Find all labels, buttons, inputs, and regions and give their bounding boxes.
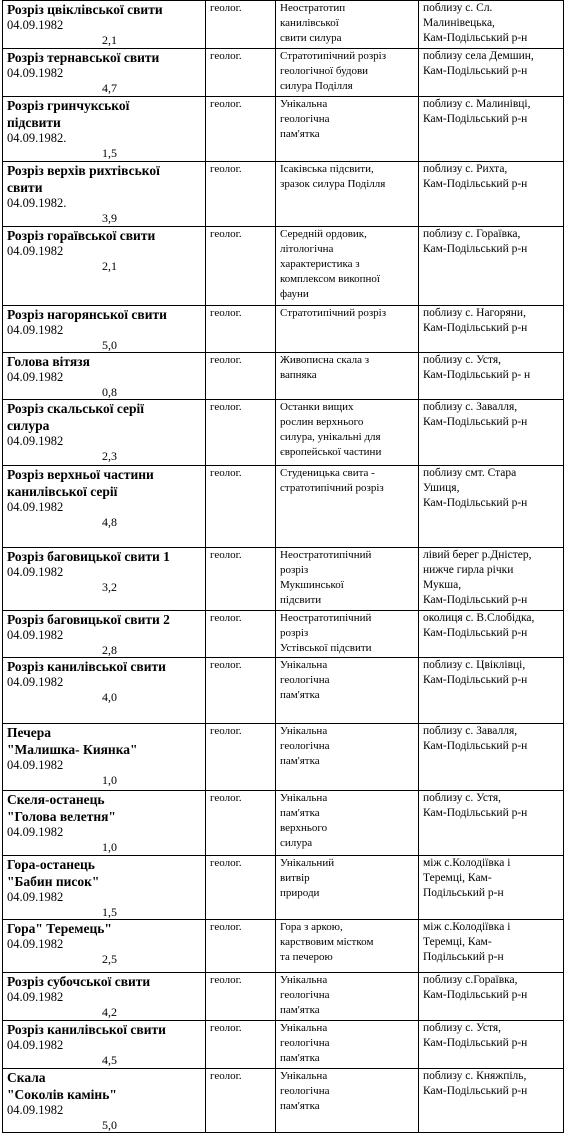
designation-date: 04.09.1982 bbox=[7, 370, 64, 384]
monument-name: Печера "Малишка- Киянка" bbox=[7, 725, 138, 757]
category-cell: геолог. bbox=[206, 49, 276, 97]
table-row bbox=[3, 162, 564, 227]
description-cell: Унікальна геологічна пам'ятка bbox=[276, 724, 419, 791]
category-cell: геолог. bbox=[206, 548, 276, 611]
area-value: 5,0 bbox=[102, 338, 117, 352]
description-cell: Останки вищих рослин верхнього силура, унікальні для європейської частини bbox=[276, 400, 419, 466]
location-cell: лівий берег р.Дністер, нижче гирла річки Мукша, Кам-Подільський р-н bbox=[419, 548, 564, 611]
monument-name: Гора-останець "Бабин писок" bbox=[7, 857, 100, 889]
table-row bbox=[3, 920, 564, 973]
monument-cell bbox=[3, 1, 206, 49]
monument-name: Розріз канилівської свити bbox=[7, 1022, 166, 1037]
description-cell: Унікальна пам'ятка верхнього силура bbox=[276, 791, 419, 856]
location-cell: між с.Колодіївка і Теремці, Кам- Подільський р-н bbox=[419, 920, 564, 973]
category-cell: геолог. bbox=[206, 1069, 276, 1133]
location-cell: поблизу с. Устя, Кам-Подільський р-н bbox=[419, 791, 564, 856]
category-cell: геолог. bbox=[206, 1021, 276, 1069]
category-cell: геолог. bbox=[206, 791, 276, 856]
area-value: 2,1 bbox=[102, 259, 117, 273]
location-cell: поблизу смт. Стара Ушиця, Кам-Подільський р-н bbox=[419, 466, 564, 548]
area-value: 0,8 bbox=[102, 385, 117, 399]
location-cell: поблизу с. Малинівці, Кам-Подільський р-н bbox=[419, 97, 564, 162]
area-value: 4,5 bbox=[102, 1053, 117, 1067]
location-cell: поблизу с. Сл. Малинівецька, Кам-Подільський р-н bbox=[419, 1, 564, 49]
category-cell: геолог. bbox=[206, 227, 276, 306]
table-row bbox=[3, 97, 564, 162]
location-cell: поблизу с. Цвіклівці, Кам-Подільський р-н bbox=[419, 658, 564, 724]
monument-cell bbox=[3, 920, 206, 973]
description-cell: Унікальна геологічна пам'ятка bbox=[276, 658, 419, 724]
table-row bbox=[3, 548, 564, 611]
monument-cell bbox=[3, 353, 206, 400]
designation-date: 04.09.1982 bbox=[7, 500, 64, 514]
location-cell: поблизу с. Нагоряни, Кам-Подільський р-н bbox=[419, 306, 564, 353]
description-cell: Неостратотипічний розріз Мукшинської підсвити bbox=[276, 548, 419, 611]
designation-date: 04.09.1982 bbox=[7, 937, 64, 951]
category-cell: геолог. bbox=[206, 973, 276, 1021]
designation-date: 04.09.1982 bbox=[7, 675, 64, 689]
monument-name: Розріз баговицької свити 2 bbox=[7, 612, 170, 627]
location-cell: поблизу с. Завалля, Кам-Подільський р-н bbox=[419, 724, 564, 791]
monument-cell bbox=[3, 49, 206, 97]
area-value: 1,0 bbox=[102, 840, 117, 854]
designation-date: 04.09.1982 bbox=[7, 628, 64, 642]
area-value: 3,2 bbox=[102, 580, 117, 594]
designation-date: 04.09.1982 bbox=[7, 890, 64, 904]
designation-date: 04.09.1982 bbox=[7, 434, 64, 448]
description-cell: Гора з аркою, карствовим містком та печерою bbox=[276, 920, 419, 973]
monument-name: Розріз нагорянської свити bbox=[7, 307, 167, 322]
table-row bbox=[3, 611, 564, 658]
designation-date: 04.09.1982 bbox=[7, 244, 64, 258]
location-cell: поблизу с. Устя, Кам-Подільський р-н bbox=[419, 1021, 564, 1069]
monument-cell bbox=[3, 306, 206, 353]
table-row bbox=[3, 466, 564, 548]
table-row bbox=[3, 973, 564, 1021]
description-cell: Унікальна геологічна пам'ятка bbox=[276, 1069, 419, 1133]
table-row bbox=[3, 49, 564, 97]
monument-name: Розріз баговицької свити 1 bbox=[7, 549, 170, 564]
designation-date: 04.09.1982 bbox=[7, 323, 64, 337]
table-row bbox=[3, 227, 564, 306]
monument-cell bbox=[3, 1069, 206, 1133]
monument-cell bbox=[3, 791, 206, 856]
description-cell: Студеницька свита - стратотипічний розріз bbox=[276, 466, 419, 548]
designation-date: 04.09.1982 bbox=[7, 66, 64, 80]
category-cell: геолог. bbox=[206, 466, 276, 548]
monument-cell bbox=[3, 400, 206, 466]
monument-name: Розріз цвіклівської свити bbox=[7, 2, 163, 17]
designation-date: 04.09.1982 bbox=[7, 18, 64, 32]
category-cell: геолог. bbox=[206, 920, 276, 973]
location-cell: поблизу села Демшин, Кам-Подільський р-н bbox=[419, 49, 564, 97]
designation-date: 04.09.1982 bbox=[7, 1103, 64, 1117]
monument-name: Розріз верхів рихтівської свити bbox=[7, 163, 160, 195]
category-cell: геолог. bbox=[206, 658, 276, 724]
monument-name: Розріз гораївської свити bbox=[7, 228, 156, 243]
table-row bbox=[3, 1, 564, 49]
area-value: 1,5 bbox=[102, 146, 117, 160]
designation-date: 04.09.1982 bbox=[7, 990, 64, 1004]
location-cell: поблизу с. Устя, Кам-Подільський р- н bbox=[419, 353, 564, 400]
area-value: 2,8 bbox=[102, 643, 117, 657]
monument-name: Розріз скальської серії силура bbox=[7, 401, 145, 433]
designation-date: 04.09.1982. bbox=[7, 196, 67, 210]
monument-name: Розріз канилівської свити bbox=[7, 659, 166, 674]
table-row bbox=[3, 856, 564, 920]
category-cell: геолог. bbox=[206, 724, 276, 791]
monument-cell bbox=[3, 162, 206, 227]
monument-cell bbox=[3, 973, 206, 1021]
area-value: 5,0 bbox=[102, 1118, 117, 1132]
description-cell: Стратотипічний розріз геологічної будови силура Поділля bbox=[276, 49, 419, 97]
area-value: 1,0 bbox=[102, 773, 117, 787]
monument-name: Скала "Соколів камінь" bbox=[7, 1070, 117, 1102]
monument-name: Гора" Теремець" bbox=[7, 921, 112, 936]
monument-cell bbox=[3, 227, 206, 306]
designation-date: 04.09.1982 bbox=[7, 565, 64, 579]
description-cell: Унікальна геологічна пам'ятка bbox=[276, 1021, 419, 1069]
category-cell: геолог. bbox=[206, 856, 276, 920]
category-cell: геолог. bbox=[206, 400, 276, 466]
location-cell: поблизу с. Рихта, Кам-Подільський р-н bbox=[419, 162, 564, 227]
table-row bbox=[3, 724, 564, 791]
monument-name: Розріз верхньої частини канилівської серії bbox=[7, 467, 154, 499]
area-value: 2,5 bbox=[102, 952, 117, 966]
description-cell: Неостратотип канилівської свити силура bbox=[276, 1, 419, 49]
category-cell: геолог. bbox=[206, 1, 276, 49]
description-cell: Унікальна геологічна пам'ятка bbox=[276, 973, 419, 1021]
location-cell: поблизу с.Гораївка, Кам-Подільський р-н bbox=[419, 973, 564, 1021]
table-row bbox=[3, 353, 564, 400]
monument-cell bbox=[3, 466, 206, 548]
description-cell: Стратотипічний розріз bbox=[276, 306, 419, 353]
table-body bbox=[3, 1, 564, 1133]
category-cell: геолог. bbox=[206, 611, 276, 658]
location-cell: поблизу с. Завалля, Кам-Подільський р-н bbox=[419, 400, 564, 466]
table-row bbox=[3, 400, 564, 466]
category-cell: геолог. bbox=[206, 353, 276, 400]
monument-name: Розріз тернавської свити bbox=[7, 50, 160, 65]
description-cell: Неостратотипічний розріз Устівської підсвити bbox=[276, 611, 419, 658]
area-value: 4,8 bbox=[102, 515, 117, 529]
designation-date: 04.09.1982 bbox=[7, 1038, 64, 1052]
category-cell: геолог. bbox=[206, 162, 276, 227]
area-value: 4,2 bbox=[102, 1005, 117, 1019]
designation-date: 04.09.1982 bbox=[7, 758, 64, 772]
table-row bbox=[3, 1069, 564, 1133]
location-cell: поблизу с. Княжпіль, Кам-Подільський р-н bbox=[419, 1069, 564, 1133]
location-cell: поблизу с. Гораївка, Кам-Подільський р-н bbox=[419, 227, 564, 306]
area-value: 4,7 bbox=[102, 81, 117, 95]
designation-date: 04.09.1982. bbox=[7, 131, 67, 145]
area-value: 4,0 bbox=[102, 690, 117, 704]
description-cell: Унікальний витвір природи bbox=[276, 856, 419, 920]
monument-cell bbox=[3, 548, 206, 611]
monument-cell bbox=[3, 611, 206, 658]
table-row bbox=[3, 658, 564, 724]
monument-cell bbox=[3, 856, 206, 920]
table-row bbox=[3, 1021, 564, 1069]
location-cell: околиця с. В.Слобідка, Кам-Подільський р-н bbox=[419, 611, 564, 658]
table-row bbox=[3, 791, 564, 856]
monument-cell bbox=[3, 724, 206, 791]
monument-cell bbox=[3, 97, 206, 162]
area-value: 1,5 bbox=[102, 905, 117, 919]
category-cell: геолог. bbox=[206, 306, 276, 353]
description-cell: Живописна скала з вапняка bbox=[276, 353, 419, 400]
monument-cell bbox=[3, 1021, 206, 1069]
description-cell: Середній ордовик, літологічна характеристика з комплексом викопної фауни bbox=[276, 227, 419, 306]
monuments-table bbox=[2, 0, 564, 1133]
area-value: 2,3 bbox=[102, 449, 117, 463]
area-value: 3,9 bbox=[102, 211, 117, 225]
location-cell: між с.Колодіївка і Теремці, Кам- Подільський р-н bbox=[419, 856, 564, 920]
designation-date: 04.09.1982 bbox=[7, 825, 64, 839]
monument-name: Голова вітязя bbox=[7, 354, 90, 369]
category-cell: геолог. bbox=[206, 97, 276, 162]
description-cell: Ісаківська підсвити, зразок силура Поділля bbox=[276, 162, 419, 227]
description-cell: Унікальна геологічна пам'ятка bbox=[276, 97, 419, 162]
monument-name: Розріз гринчукської підсвити bbox=[7, 98, 130, 130]
monument-name: Розріз субочської свити bbox=[7, 974, 151, 989]
monument-cell bbox=[3, 658, 206, 724]
area-value: 2,1 bbox=[102, 33, 117, 47]
table-row bbox=[3, 306, 564, 353]
monument-name: Скеля-останець "Голова велетня" bbox=[7, 792, 116, 824]
